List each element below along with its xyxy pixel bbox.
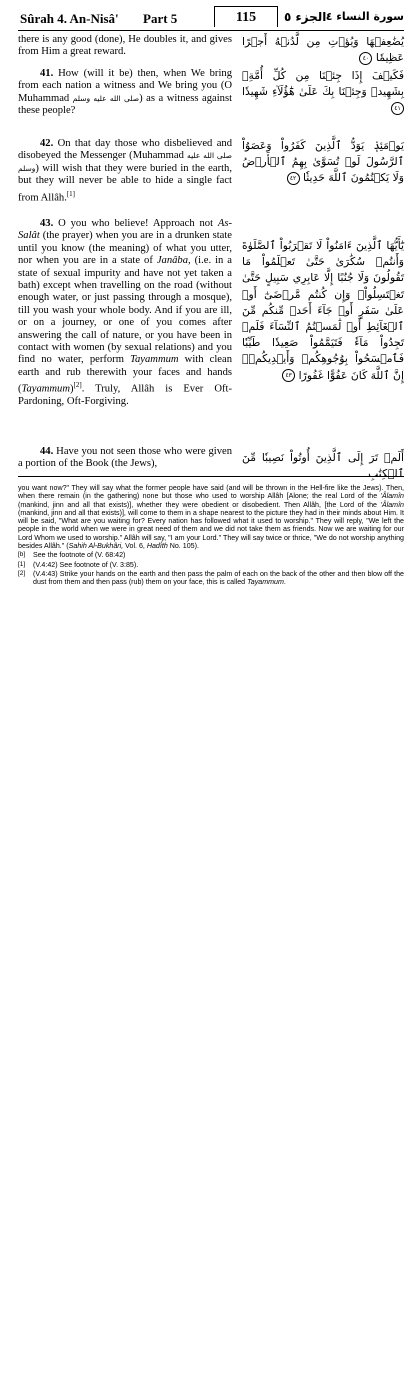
arabic-text: يُضَٰعِفۡهَا وَيُؤۡتِ مِن لَّدُنۡهُ أَجۡرًا عَظِيمٗا — [242, 35, 404, 65]
verse-arabic — [242, 450, 404, 482]
verse-arabic — [242, 68, 404, 117]
verse-text: O you who believe! Approach not — [53, 218, 218, 229]
page-number: 115 — [214, 6, 278, 27]
verse-text: On that day those who disbelieved and disobeyed the Messenger (Muhammad — [18, 138, 232, 162]
verse-text: ) as a witness against these people? — [18, 92, 233, 117]
term-italic: Tayammum — [21, 383, 70, 395]
term-italic: As-Salât — [18, 218, 232, 242]
footnote-ref[interactable]: [1] — [66, 189, 76, 198]
verse-number: 41. — [40, 68, 54, 79]
footnote-item — [18, 551, 404, 559]
arabic-text: يَٰٓأَيُّهَا ٱلَّذِينَ ءَامَنُواْ لَا تَقۡرَبُواْ ٱلصَّلَوٰةَ وَأَنتُمۡ سُكَٰرَىٰ حَتَّىٰ تَعۡلَمُواْ مَا تَقُولُونَ وَلَا جُنُبًا إِلَّا عَابِرِي سَبِيلٍ حَتَّىٰ تَغۡتَسِلُواْۚ وَإِن كُنتُم مَّرۡضَىٰٓ أَوۡ عَلَىٰ سَفَرٍ أَوۡ جَآءَ أَحَدٞ مِّنكُم مِّنَ ٱلۡغَآئِطِ أَوۡ لَٰمَسۡتُمُ ٱلنِّسَآءَ فَلَمۡ تَجِدُواْ مَآءٗ فَتَيَمَّمُواْ صَعِيدٗا طَيِّبٗا فَٱمۡسَحُواْ بِوُجُوهِكُمۡ وَأَيۡدِيكُمۡۗ إِنَّ ٱللَّهَ كَانَ عَفُوًّا غَفُورًا — [242, 239, 404, 382]
term-italic: Tayammum — [130, 354, 179, 366]
verse-translation — [18, 218, 232, 409]
ayah-number-marker: ٤٠ — [359, 52, 372, 65]
arabic-text: يَوۡمَئِذٖ يَوَدُّ ٱلَّذِينَ كَفَرُواْ وَعَصَوُاْ ٱلرَّسُولَ لَوۡ تُسَوَّىٰ بِهِمُ ٱلۡأَرۡضُ وَلَا يَكۡتُمُونَ ٱللَّهَ حَدِيثٗا — [242, 139, 404, 185]
verse-text: with clean earth and rub therewith your faces and hands ( — [18, 354, 232, 395]
footnote-text: you want now?" They will say what the former people have said (and will be thrown in the Hell-fire like the Jews). Then, when there remain (in the gathering) none but those who used to worship Allâh [Alone; the real Lord of the — [18, 484, 404, 501]
verse-text: (i.e. in a state of sexual impurity and have not yet taken a bath) except when travelling on the road (without enough water, or just passing through a mosque), till you wash your whole body. And if you are ill, or on a journey, or one of you comes after answering the call of nature, or you have been in contact with women (by sexual relations) and you find no water, perform — [18, 255, 232, 366]
verse-text: . Truly, Allâh is Ever Oft-Pardoning, Oft-Forgiving. — [18, 383, 232, 408]
verse-text: ) — [70, 383, 74, 395]
footnote-item — [18, 561, 404, 569]
footnote-continuation — [18, 484, 404, 550]
footnote-text: (V.4:43) Strike your hands on the earth and then pass the palm of each on the back of the other and then blow off the dust from them and then pass (rub) them on your face, this is called — [33, 569, 404, 587]
arabic-text: فَكَيۡفَ إِذَا جِئۡنَا مِن كُلِّ أُمَّةِۭ بِشَهِيدٖ وَجِئۡنَا بِكَ عَلَىٰ هَٰٓؤُلَآءِ شَهِيدٗا — [242, 69, 404, 99]
arabic-text: أَلَمۡ تَرَ إِلَى ٱلَّذِينَ أُوتُواْ نَصِيبٗا مِّنَ ٱلۡكِتَٰبِ — [242, 451, 404, 481]
footnote-text: (V.4:42) See footnote of (V. 3:85). — [33, 560, 139, 569]
ayah-number-marker: ٤٢ — [287, 172, 300, 185]
footnote-text: (mankind, jinn and all that exists)], will come to them in a shape nearest to the picture they had in their minds about Him. It will be said, "What are you waiting for? Every nation has followed what it used to worship." They will reply, "We left the people in the world when we were in great need of them and we did not take them as friends. Now we are waiting for our Lord Whom we used to worship." Allâh will say, "I am your Lord." They will say twice or thrice, "We do not worship anything besides Allâh." ( — [18, 508, 404, 551]
footnote-divider — [18, 476, 404, 477]
term-italic: Janâba, — [156, 255, 191, 267]
footnote-text: Vol. 6, — [123, 542, 147, 551]
verse-text: (the prayer) when you are in a drunken state until you know (the meaning) of what you utter, nor when you are in a state of — [18, 230, 232, 267]
footnote-text: No. 105). — [167, 542, 199, 551]
footnotes — [18, 484, 404, 587]
page — [18, 6, 404, 587]
verse-translation — [18, 34, 232, 59]
footnote-text: (mankind, jinn and all that exists)], whether they were obedient or disobedient. Then Allâh, [the Lord of the — [18, 500, 381, 509]
part-label: Part 5 — [143, 11, 178, 26]
footnote-marker: [2] — [18, 569, 26, 577]
verse-text: ) will wish that they were buried in the earth, but they will never be able to hide a single fact from Allâh. — [18, 162, 232, 204]
verse-arabic — [242, 238, 404, 384]
verse-translation — [18, 68, 232, 118]
term-italic: 'Âlamîn — [380, 492, 404, 501]
footnote-text: . — [283, 578, 286, 587]
verse-translation — [18, 138, 232, 205]
term-italic: Hadîth — [146, 542, 168, 551]
footnote-item — [18, 570, 404, 587]
ayah-number-marker: ٤١ — [391, 102, 404, 115]
verse-text: How (will it be) then, when We bring from each nation a witness and We bring you (O Muhammad — [18, 68, 232, 104]
verse-translation — [18, 446, 232, 471]
verse-text: there is any good (done), He doubles it, and gives from Him a great reward. — [18, 34, 232, 58]
footnote-ref[interactable]: [2] — [73, 381, 82, 390]
footnote-text: See the footnote of (V. 68:42) — [33, 551, 126, 560]
footnote-marker: [b] — [18, 551, 26, 559]
verse-text: Have you not seen those who were given a portion of the Book (the Jews), — [18, 446, 232, 470]
ayah-number-marker: ٤٣ — [282, 369, 295, 382]
juz-label-ar: الجزء ٥ — [284, 10, 327, 24]
term-italic: Sahih Al-Bukhâri, — [68, 542, 124, 551]
term-italic: Tayammum — [247, 578, 284, 587]
verse-number: 44. — [40, 446, 54, 457]
term-italic: 'Âlamîn — [380, 500, 404, 509]
footnote-marker: [1] — [18, 560, 26, 568]
salutation-ar: صلى الله عليه وسلم — [72, 93, 140, 103]
verse-number: 42. — [40, 138, 54, 149]
page-header — [18, 6, 404, 31]
verse-number: 43. — [40, 218, 54, 229]
verse-arabic — [242, 138, 404, 187]
salutation-ar: صلى الله عليه وسلم — [18, 151, 232, 173]
verse-arabic — [242, 34, 404, 66]
surah-title-ar: سورة النساء ٤ — [325, 10, 404, 23]
surah-title-en: Sûrah 4. An-Nisâ' — [20, 11, 119, 26]
